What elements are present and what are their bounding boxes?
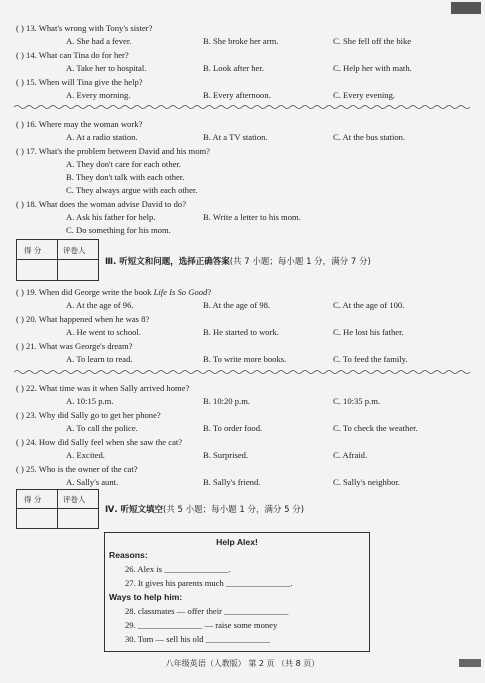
q21-option-a: A. To learn to read. (66, 354, 133, 364)
q13-option-c: C. She fell off the bike (333, 36, 412, 46)
section-4-heading: Ⅳ. 听短文填空 (105, 505, 164, 515)
page-footer: 八年级英语（人教版） 第 2 页 （共 8 页） (165, 659, 320, 668)
q19-option-b: B. At the age of 98. (203, 300, 271, 310)
grader-label-2: 评卷人 (63, 495, 86, 504)
q25-option-b: B. Sally's friend. (203, 477, 261, 487)
section-4-note: (共 5 小题；每小题 1 分，满分 5 分) (163, 505, 305, 515)
corner-mark-bottom (459, 659, 481, 667)
question-19 (16, 286, 211, 298)
question-18: ( ) 18. What does the woman advise David to do? (16, 199, 187, 209)
section-3-note: (共 7 小题；每小题 1 分，满分 7 分) (229, 257, 371, 267)
q21-option-b: B. To write more books. (203, 354, 287, 364)
question-17: ( ) 17. What's the problem between David and his mom? (16, 146, 210, 156)
q15-option-b: B. Every afternoon. (203, 90, 271, 100)
help-alex-title: Help Alex! (216, 537, 258, 547)
section-3-heading: Ⅲ. 听短文和问题，选择正确答案 (105, 257, 230, 267)
q17-option-a: A. They don't care for each other. (66, 159, 181, 169)
question-16: ( ) 16. Where may the woman work? (16, 119, 143, 129)
help-alex-box (104, 532, 370, 652)
q24-option-a: A. Excited. (66, 450, 105, 460)
q24-option-c: C. Afraid. (333, 450, 368, 460)
question-22: ( ) 22. What time was it when Sally arrived home? (16, 383, 190, 393)
reasons-label: Reasons: (109, 550, 148, 560)
score-label: 得 分 (24, 246, 42, 255)
q15-option-c: C. Every evening. (333, 90, 396, 100)
q20-option-a: A. He went to school. (66, 327, 141, 337)
question-24: ( ) 24. How did Sally feel when she saw the cat? (16, 437, 183, 447)
q22-option-a: A. 10:15 p.m. (66, 396, 114, 406)
blank-28: 28. classmates — offer their _______________ (125, 606, 289, 616)
q19-book-title: Life Is So Good (153, 287, 208, 297)
q15-option-a: A. Every morning. (66, 90, 131, 100)
q14-option-c: C. Help her with math. (333, 63, 412, 73)
question-15: ( ) 15. When will Tina give the help? (16, 77, 143, 87)
score-box-2 (16, 489, 99, 529)
q16-option-a: A. At a radio station. (66, 132, 138, 142)
q25-option-a: A. Sally's aunt. (66, 477, 119, 487)
q13-option-b: B. She broke her arm. (203, 36, 279, 46)
q20-option-b: B. He started to work. (203, 327, 279, 337)
q17-option-b: B. They don't talk with each other. (66, 172, 185, 182)
q20-option-c: C. He lost his father. (333, 327, 404, 337)
question-21: ( ) 21. What was George's dream? (16, 341, 133, 351)
score-box (16, 239, 99, 281)
q25-option-c: C. Sally's neighbor. (333, 477, 400, 487)
q21-option-c: C. To feed the family. (333, 354, 408, 364)
q19-text: ( ) 19. When did George write the book (16, 287, 154, 297)
q19-end: ? (207, 287, 212, 297)
q16-option-b: B. At a TV station. (203, 132, 268, 142)
ways-label: Ways to help him: (109, 592, 183, 602)
q14-option-a: A. Take her to hospital. (66, 63, 147, 73)
q19-option-c: C. At the age of 100. (333, 300, 405, 310)
question-20: ( ) 20. What happened when he was 8? (16, 314, 150, 324)
q23-option-a: A. To call the police. (66, 423, 138, 433)
divider-wavy (14, 104, 470, 110)
q13-option-a: A. She had a fever. (66, 36, 132, 46)
blank-26: 26. Alex is _______________. (125, 564, 231, 574)
q19-option-a: A. At the age of 96. (66, 300, 134, 310)
q17-option-c: C. They always argue with each other. (66, 185, 198, 195)
q18-option-b: B. Write a letter to his mom. (203, 212, 301, 222)
q18-option-a: A. Ask his father for help. (66, 212, 156, 222)
q23-option-b: B. To order food. (203, 423, 263, 433)
question-14: ( ) 14. What can Tina do for her? (16, 50, 129, 60)
q22-option-c: C. 10:35 p.m. (333, 396, 381, 406)
section-3-title (105, 255, 371, 267)
question-23: ( ) 23. Why did Sally go to get her phone? (16, 410, 161, 420)
question-13: ( ) 13. What's wrong with Tony's sister? (16, 23, 153, 33)
q23-option-c: C. To check the weather. (333, 423, 418, 433)
section-4-title (105, 503, 304, 515)
blank-27: 27. It gives his parents much _______________. (125, 578, 293, 588)
q14-option-b: B. Look after her. (203, 63, 264, 73)
q24-option-b: B. Surprised. (203, 450, 249, 460)
q22-option-b: B. 10:20 p.m. (203, 396, 251, 406)
divider-wavy-2 (14, 369, 470, 375)
blank-29: 29. _______________ — raise some money (125, 620, 278, 630)
score-label-2: 得 分 (24, 495, 42, 504)
grader-label: 评卷人 (63, 246, 86, 255)
corner-mark (451, 2, 481, 14)
question-25: ( ) 25. Who is the owner of the cat? (16, 464, 138, 474)
q16-option-c: C. At the bus station. (333, 132, 406, 142)
q18-option-c: C. Do something for his mom. (66, 225, 171, 235)
blank-30: 30. Tom — sell his old _______________ (125, 634, 271, 644)
